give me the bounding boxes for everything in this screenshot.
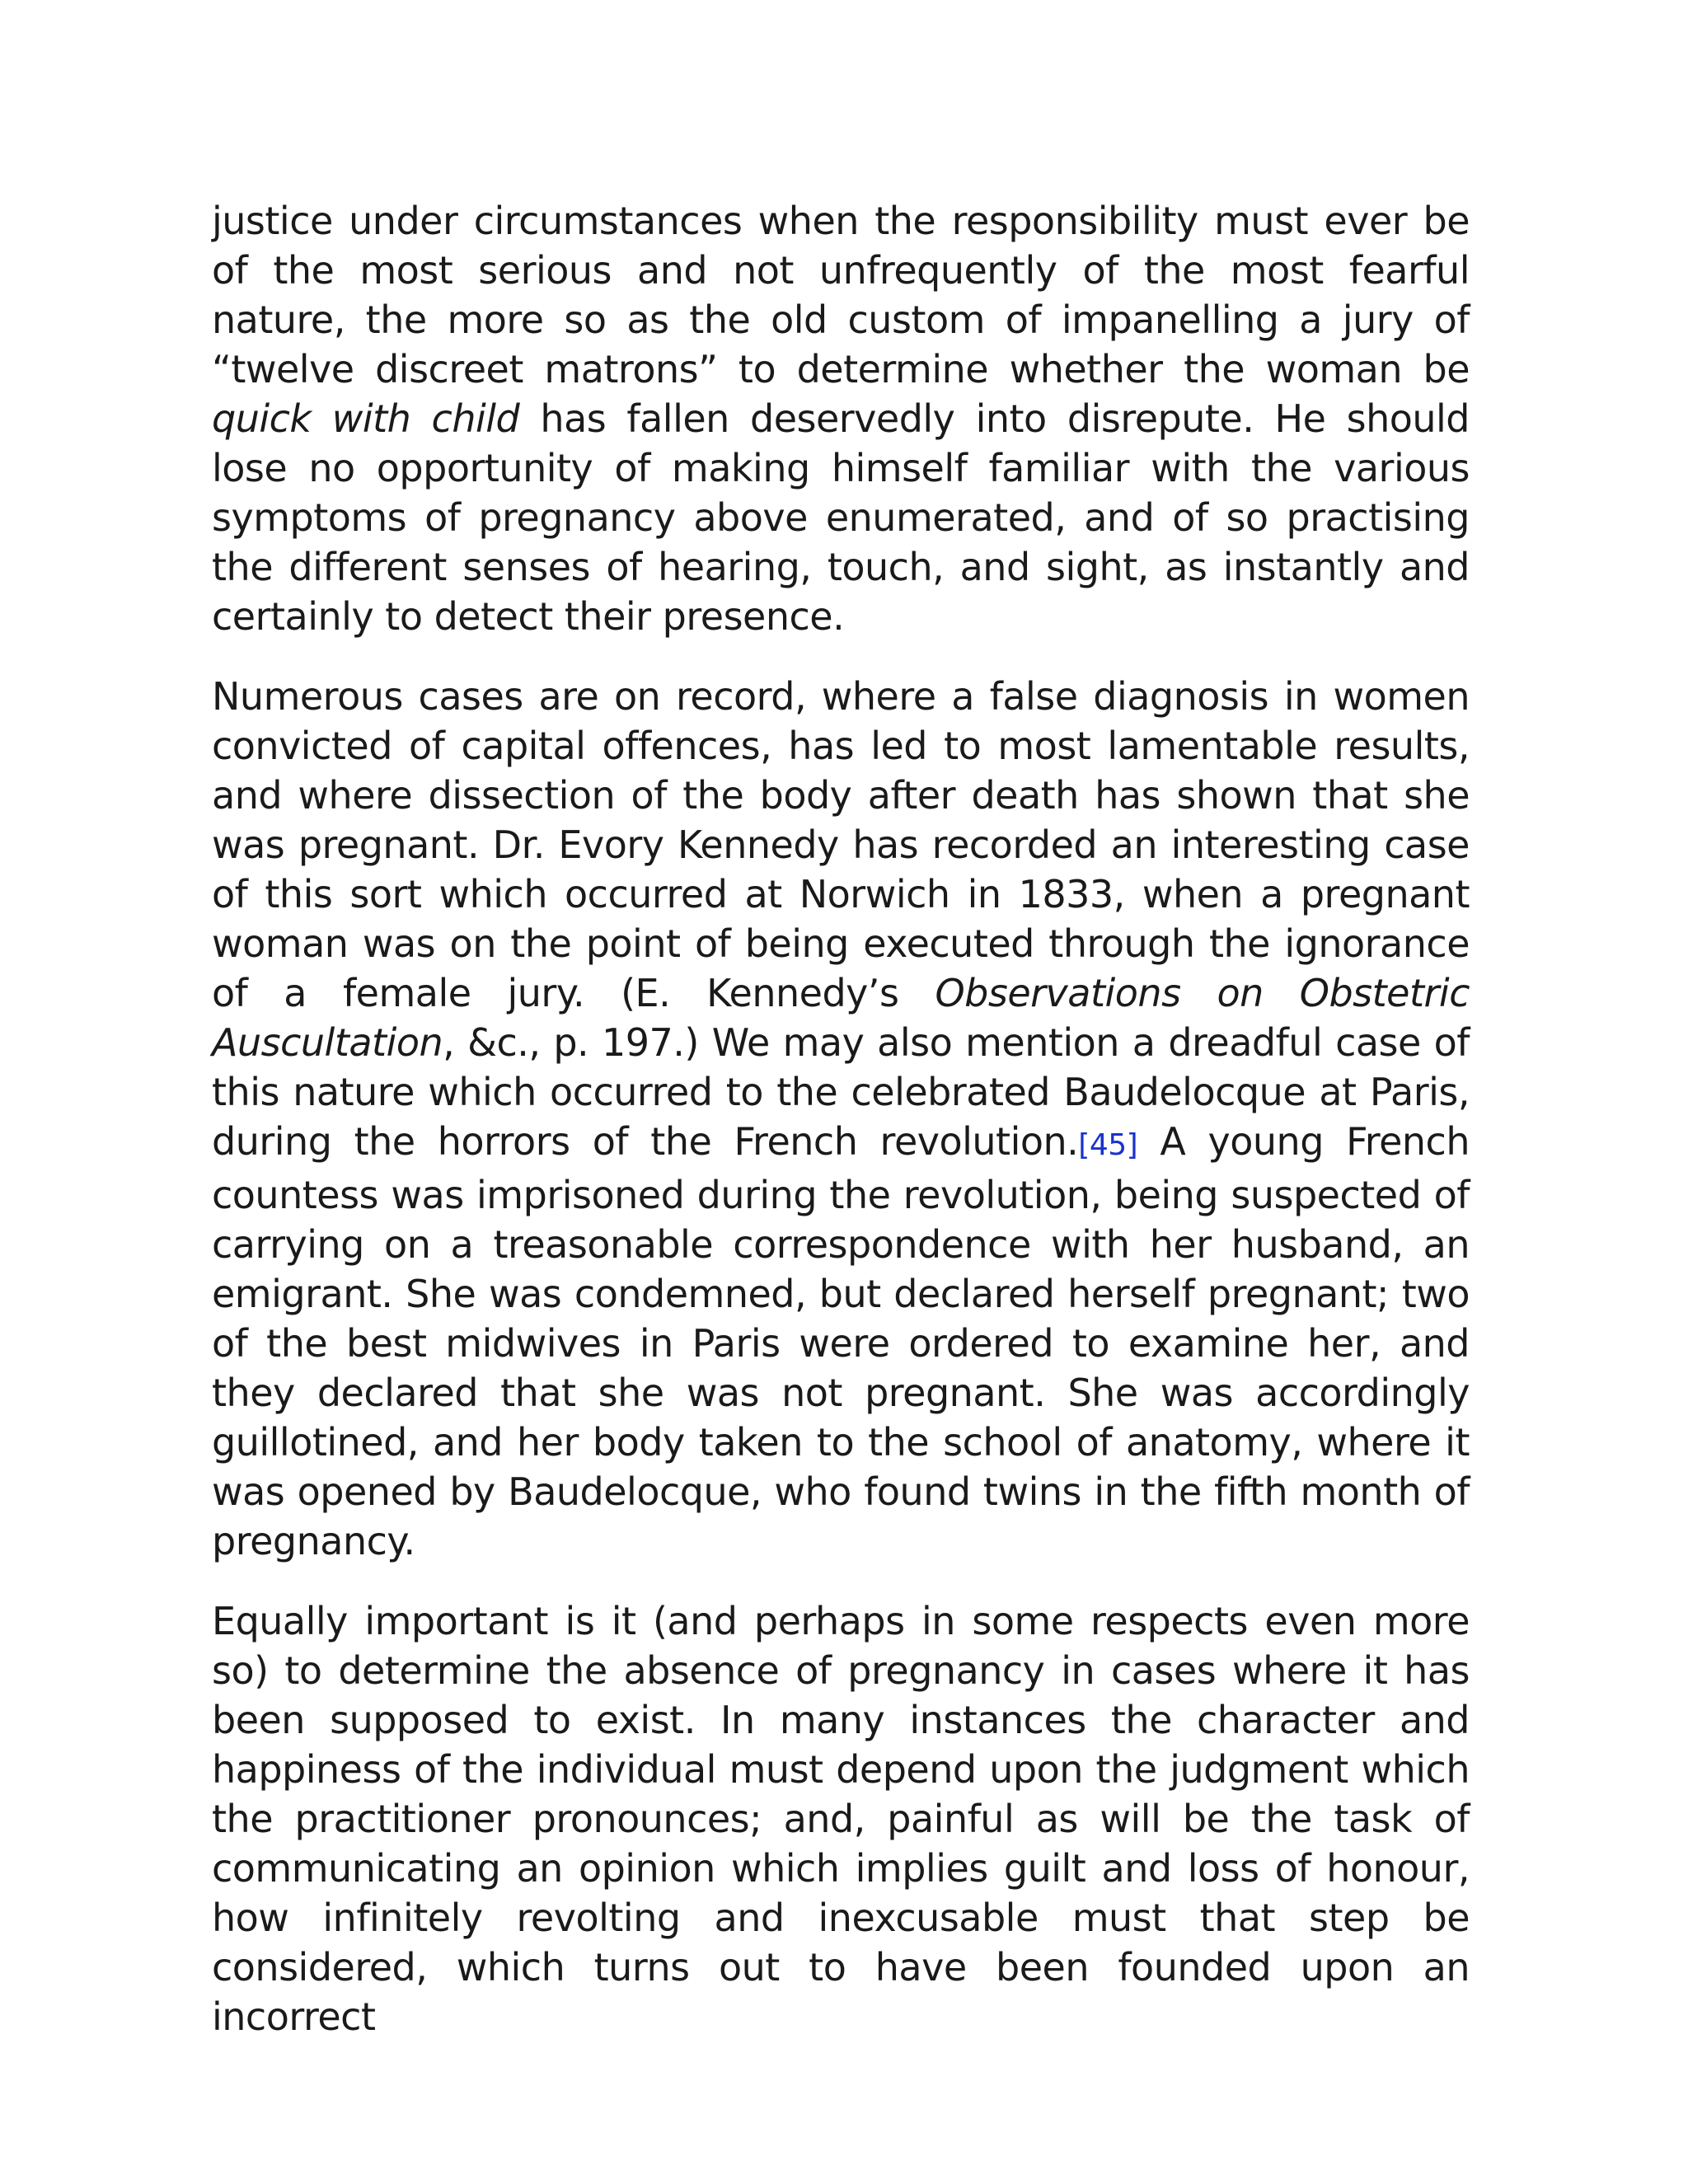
paragraph-1-italic: quick with child: [212, 396, 520, 441]
paragraph-2-italic-title: Observations on Obstetric Auscultation: [212, 971, 1470, 1065]
paragraph-2: [212, 672, 1470, 1566]
paragraph-1: [212, 196, 1470, 641]
footnote-link-45[interactable]: [45]: [1078, 1128, 1138, 1162]
paragraph-2-text-c: A young French countess was imprisoned during the revolution, being suspected of carrying on a treasonable correspondence with her husband, an emigrant. She was condemned, but declared herself pregnant; two of the best midwives in Paris were ordered to examine her, and they declared that she was not pregnant. She was accordingly guillotined, and her body taken to the school of anatomy, where it was opened by Baudelocque, who found twins in the fifth month of pregnancy.: [212, 1119, 1470, 1563]
paragraph-1-text-b: has fallen deservedly into disrepute. He should lose no opportunity of making himself familiar with the various symptoms of pregnancy above enumerated, and of so practising the different senses of hearing, touch, and sight, as instantly and certainly to detect their presence.: [212, 396, 1470, 639]
paragraph-2-text-a: Numerous cases are on record, where a false diagnosis in women convicted of capital offences, has led to most lamentable results, and where dissection of the body after death has shown that she was pregnant. Dr. Evory Kennedy has recorded an interesting case of this sort which occurred at Norwich in 1833, when a pregnant woman was on the point of being executed through the ignorance of a female jury. (E. Kennedy’s: [212, 674, 1470, 1015]
paragraph-3: [212, 1596, 1470, 2041]
paragraph-2-text-b: , &c., p. 197.) We may also mention a dreadful case of this nature which occurred to the celebrated Baudelocque at Paris, during the horrors of the French revolution.: [212, 1020, 1470, 1164]
page-body: [212, 196, 1470, 2072]
paragraph-1-text-a: justice under circumstances when the responsibility must ever be of the most serious and not unfrequently of the most fearful nature, the more so as the old custom of impanelling a jury of “twelve discreet matrons” to determine whether the woman be: [212, 199, 1470, 391]
paragraph-3-text: Equally important is it (and perhaps in some respects even more so) to determine the absence of pregnancy in cases where it has been supposed to exist. In many instances the character and happiness of the individual must depend upon the judgment which the practitioner pronounces; and, painful as will be the task of communicating an opinion which implies guilt and loss of honour, how infinitely revolting and inexcusable must that step be considered, which turns out to have been founded upon an incorrect: [212, 1599, 1470, 2039]
